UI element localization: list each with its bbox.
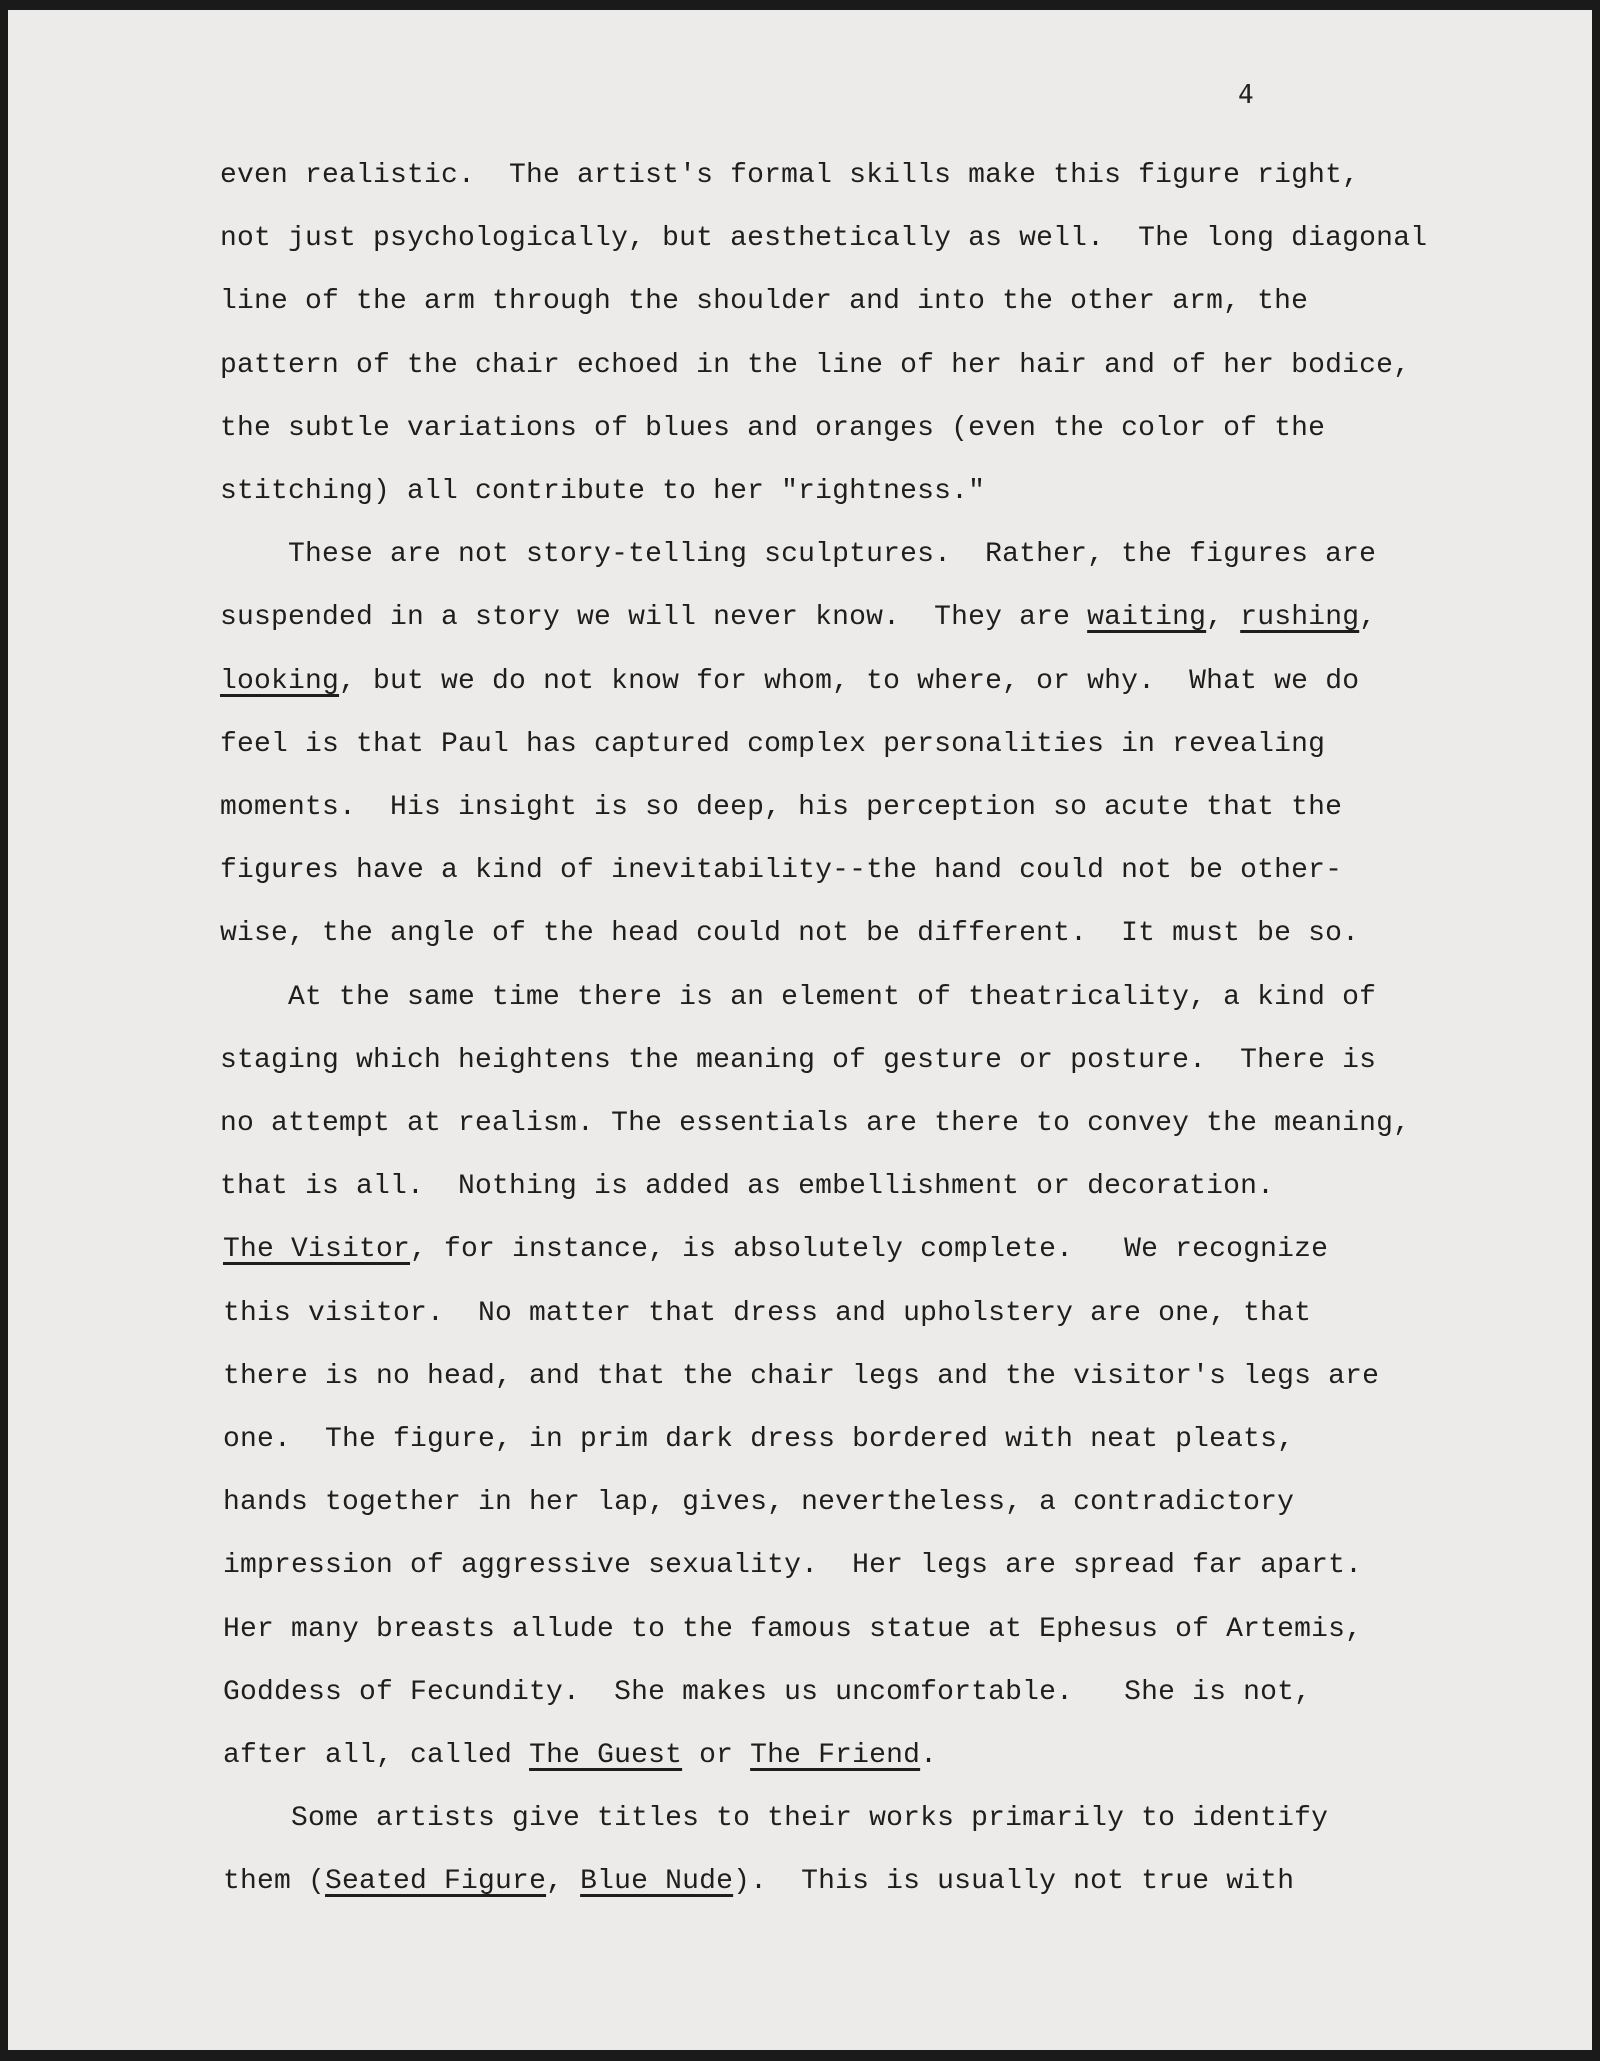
underlined-title: The Guest — [529, 1740, 683, 1771]
document-page — [8, 10, 1592, 2050]
underlined-title: The Visitor — [223, 1234, 411, 1266]
text-segment: , for instance, is absolutely complete. We recognize — [410, 1234, 1329, 1266]
text-line — [220, 539, 1376, 571]
text-line — [223, 1866, 1294, 1898]
text-segment: , but we do not know for whom, to where, or why. What we do — [339, 665, 1360, 697]
text-segment: one. The figure, in prim dark dress bordered with neat pleats, — [223, 1424, 1295, 1455]
text-segment: that is all. Nothing is added as embellishment or decoration. — [220, 1171, 1275, 1203]
text-segment: wise, the angle of the head could not be different. It must be so. — [220, 918, 1360, 950]
text-segment: , — [1206, 602, 1241, 634]
text-line — [220, 666, 1359, 698]
text-line — [220, 855, 1342, 887]
text-segment: At the same time there is an element of theatricality, a kind of — [220, 981, 1377, 1013]
text-segment: line of the arm through the shoulder and into the other arm, the — [220, 286, 1309, 318]
text-line — [220, 918, 1359, 950]
text-line — [223, 1614, 1362, 1646]
text-line — [220, 729, 1325, 761]
text-segment: These are not story-telling sculptures. Rather, the figures are — [220, 539, 1377, 571]
text-segment: ). This is usually not true with — [733, 1866, 1295, 1898]
text-segment: not just psychologically, but aesthetically as well. The long diagonal — [220, 223, 1428, 255]
underlined-title: The Friend — [750, 1740, 921, 1771]
text-line — [220, 1108, 1410, 1140]
text-segment: no attempt at realism. The essentials are there to convey the meaning, — [220, 1108, 1411, 1139]
text-segment: this visitor. No matter that dress and upholstery are one, that — [223, 1297, 1312, 1329]
text-line — [220, 413, 1325, 445]
text-segment: Some artists give titles to their works primarily to identify — [223, 1803, 1329, 1835]
page-number: 4 — [1238, 80, 1254, 110]
text-segment: stitching) all contribute to her "rightness." — [220, 476, 986, 507]
text-segment: impression of aggressive sexuality. Her legs are spread far apart. — [223, 1550, 1363, 1582]
text-segment: . — [920, 1740, 938, 1771]
text-line — [223, 1487, 1294, 1519]
text-line — [220, 476, 985, 508]
underlined-title: waiting — [1087, 602, 1207, 634]
text-line — [223, 1740, 937, 1772]
text-line — [220, 1171, 1274, 1203]
text-segment: moments. His insight is so deep, his perception so acute that the — [220, 792, 1343, 823]
text-line — [223, 1677, 1311, 1709]
text-line — [223, 1234, 1328, 1266]
text-line — [220, 602, 1376, 634]
text-segment: or — [682, 1740, 751, 1771]
text-segment: even realistic. The artist's formal skills make this figure right, — [220, 160, 1360, 191]
text-segment: them ( — [223, 1866, 326, 1898]
text-line — [220, 160, 1359, 192]
underlined-title: Blue Nude — [580, 1866, 734, 1898]
text-line — [220, 1045, 1376, 1077]
text-line — [223, 1803, 1328, 1835]
text-segment: , — [1359, 602, 1377, 634]
text-segment: , — [546, 1866, 581, 1898]
text-line — [223, 1550, 1362, 1582]
text-line — [220, 792, 1342, 824]
text-line — [223, 1424, 1294, 1456]
text-segment: suspended in a story we will never know. They are — [220, 602, 1088, 634]
text-line — [220, 982, 1376, 1014]
underlined-title: rushing — [1240, 602, 1360, 634]
text-line — [220, 350, 1410, 382]
text-segment: hands together in her lap, gives, nevertheless, a contradictory — [223, 1487, 1295, 1519]
text-segment: staging which heightens the meaning of gesture or posture. There is — [220, 1044, 1377, 1076]
text-segment: there is no head, and that the chair legs and the visitor's legs are — [223, 1360, 1380, 1392]
text-segment: Her many breasts allude to the famous statue at Ephesus of Artemis, — [223, 1613, 1363, 1645]
underlined-title: Seated Figure — [325, 1866, 547, 1898]
text-segment: the subtle variations of blues and oranges (even the color of the — [220, 412, 1326, 444]
text-segment: figures have a kind of inevitability--the hand could not be other- — [220, 855, 1343, 887]
text-line — [223, 1361, 1379, 1393]
text-line — [220, 223, 1427, 255]
underlined-title: looking — [220, 665, 340, 697]
text-segment: Goddess of Fecundity. She makes us uncomfortable. She is not, — [223, 1676, 1312, 1708]
text-line — [223, 1298, 1311, 1330]
text-segment: after all, called — [223, 1740, 530, 1771]
text-segment: pattern of the chair echoed in the line of her hair and of her bodice, — [220, 349, 1411, 381]
text-line — [220, 286, 1308, 318]
text-segment: feel is that Paul has captured complex personalities in revealing — [220, 728, 1326, 760]
